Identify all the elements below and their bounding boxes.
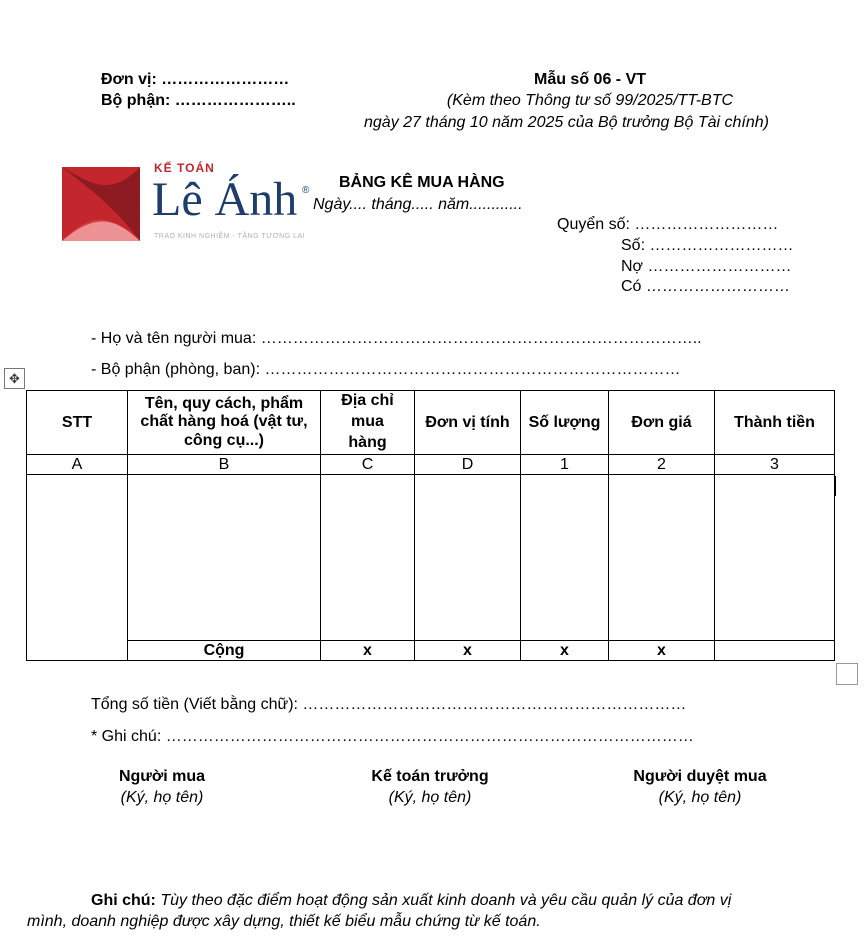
- table-resize-handle[interactable]: [836, 663, 858, 685]
- table-code-row: [27, 455, 835, 475]
- address-cell[interactable]: [321, 475, 415, 641]
- signer-role: Người duyệt mua: [633, 768, 767, 785]
- amount-cell[interactable]: [715, 475, 835, 641]
- quantity-cell[interactable]: [521, 475, 609, 641]
- circular-line-1: (Kèm theo Thông tư số 99/2025/TT-BTC: [446, 92, 734, 109]
- stt-cell[interactable]: [27, 475, 128, 661]
- page-title: BẢNG KÊ MUA HÀNG: [339, 174, 505, 191]
- code-3: 3: [715, 455, 835, 475]
- code-1: 1: [521, 455, 609, 475]
- signer-approver: [600, 768, 800, 807]
- unit-price-cell[interactable]: [609, 475, 715, 641]
- remark-line-1: [91, 892, 731, 910]
- signer-buyer: [62, 768, 262, 807]
- total-in-words: Tổng số tiền (Viết bằng chữ): ………………………………………………………………: [91, 696, 687, 713]
- header-amount: Thành tiền: [715, 391, 835, 455]
- code-a: A: [27, 455, 128, 475]
- form-code: Mẫu số 06 - VT: [533, 71, 647, 88]
- table-total-row: [27, 641, 835, 661]
- logo-main-text: Lê Ánh: [152, 173, 298, 226]
- signer-sign: (Ký, họ tên): [120, 789, 204, 806]
- signer-role: Người mua: [118, 768, 206, 785]
- circular-line-2: ngày 27 tháng 10 năm 2025 của Bộ trưởng Bộ Tài chính): [364, 114, 769, 131]
- code-b: B: [128, 455, 321, 475]
- signer-sign: (Ký, họ tên): [658, 789, 742, 806]
- code-c: C: [321, 455, 415, 475]
- note-line: * Ghi chú: ………………………………………………………………………………………: [91, 728, 694, 745]
- remark-line-2: mình, doanh nghiệp được xây dựng, thiết kế biểu mẫu chứng từ kế toán.: [27, 913, 541, 930]
- debit-account: Nợ ………………………: [621, 258, 792, 275]
- signer-role: Kế toán trưởng: [371, 768, 489, 785]
- header-unit-price: Đơn giá: [609, 391, 715, 455]
- date-line: Ngày.... tháng..... năm............: [313, 196, 523, 213]
- total-amount-cell[interactable]: [715, 641, 835, 661]
- purchase-table: [26, 390, 835, 661]
- total-mark-unit: x: [415, 641, 521, 661]
- department-line: Bộ phận: …………………..: [101, 92, 296, 109]
- code-2: 2: [609, 455, 715, 475]
- logo-tagline: TRAO KINH NGHIỆM - TẶNG TƯƠNG LAI: [154, 233, 306, 240]
- table-row: [27, 475, 835, 641]
- table-header-row: [27, 391, 835, 455]
- total-mark-price: x: [609, 641, 715, 661]
- credit-account: Có ………………………: [621, 278, 790, 295]
- total-label: Cộng: [128, 641, 321, 661]
- move-icon[interactable]: ✥: [4, 368, 25, 389]
- unit-line: Đơn vị: ……………………: [101, 71, 290, 88]
- header-stt: STT: [27, 391, 128, 455]
- buyer-name-line: - Họ và tên người mua: ………………………………………………………………………..: [91, 330, 702, 347]
- signer-sign: (Ký, họ tên): [388, 789, 472, 806]
- header-unit: Đơn vị tính: [415, 391, 521, 455]
- remark-label: Ghi chú:: [91, 892, 156, 909]
- buyer-department-line: - Bộ phận (phòng, ban): ……………………………………………………………………: [91, 361, 681, 378]
- text-cursor: [835, 476, 836, 496]
- book-number: Quyển số: ………………………: [557, 216, 779, 233]
- logo-flag-icon: [60, 163, 142, 243]
- header-item-name: Tên, quy cách, phẩm chất hàng hoá (vật tư, công cụ...): [128, 391, 321, 455]
- total-mark-address: x: [321, 641, 415, 661]
- header-address: Địa chỉ mua hàng: [321, 391, 415, 455]
- unit-cell[interactable]: [415, 475, 521, 641]
- logo-registered-mark: ®: [302, 185, 310, 196]
- signer-chief-accountant: [330, 768, 530, 807]
- logo-small-text: KẾ TOÁN: [154, 161, 215, 175]
- remark-text-1: Tùy theo đặc điểm hoạt động sản xuất kinh doanh và yêu cầu quản lý của đơn vị: [155, 892, 732, 909]
- total-mark-quantity: x: [521, 641, 609, 661]
- document-number: Số: ………………………: [621, 237, 794, 254]
- item-name-cell[interactable]: [128, 475, 321, 641]
- header-quantity: Số lượng: [521, 391, 609, 455]
- code-d: D: [415, 455, 521, 475]
